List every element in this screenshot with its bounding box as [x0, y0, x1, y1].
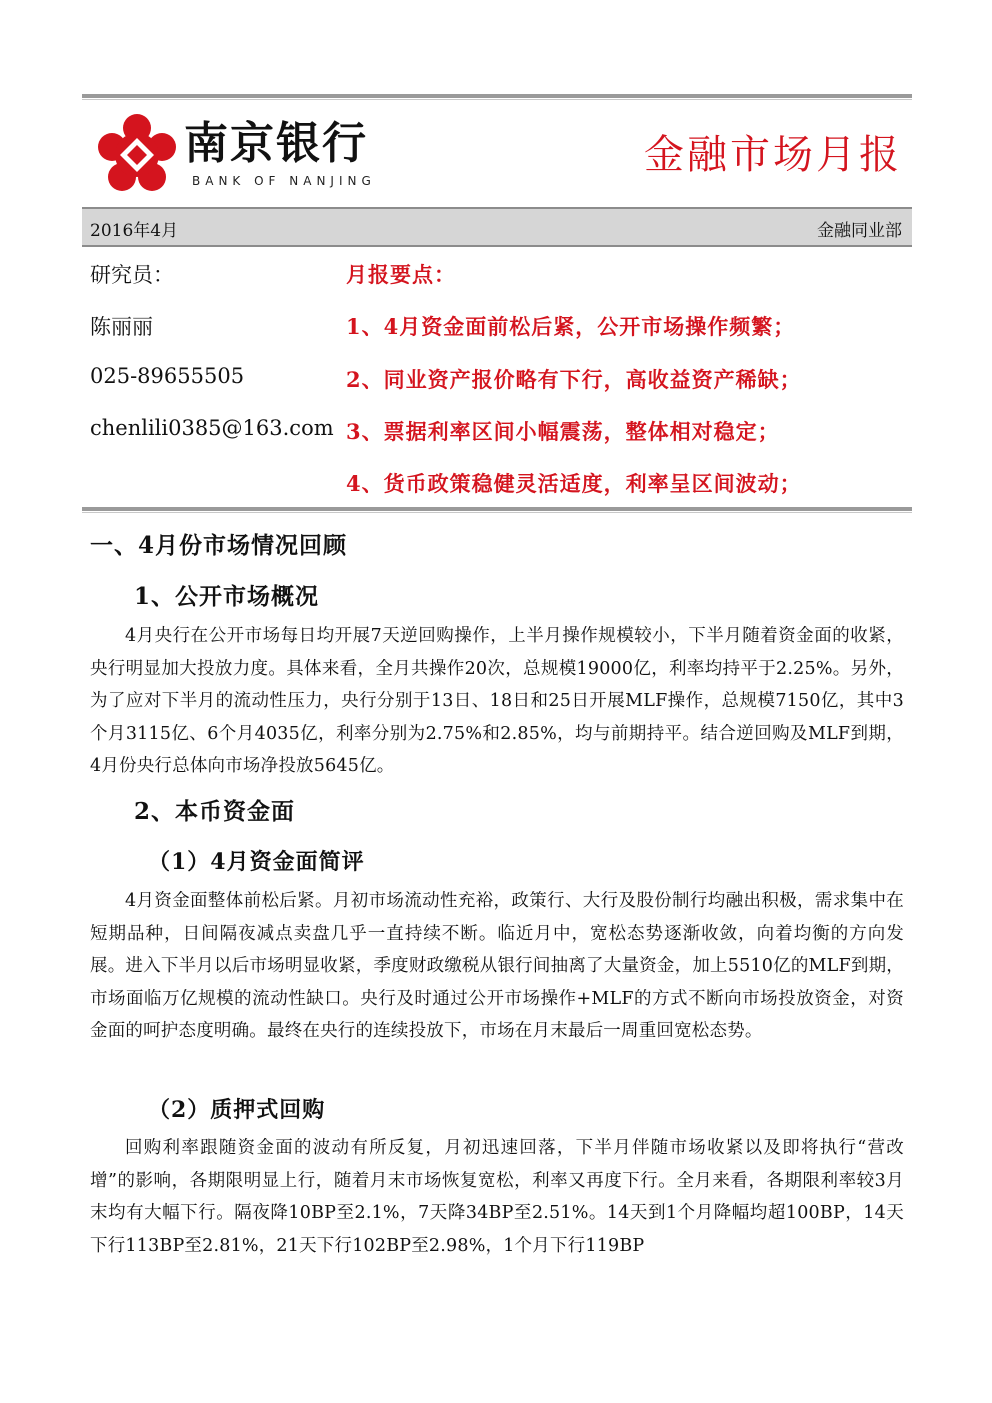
researcher-phone: 025-89655505 — [90, 364, 245, 388]
subsection-2-heading: 2、本币资金面 — [134, 798, 296, 825]
section-rule-thin — [82, 512, 912, 513]
section-rule — [82, 507, 912, 511]
bank-emblem-icon — [96, 114, 178, 196]
top-rule — [82, 94, 912, 98]
report-title: 金融市场月报 — [644, 132, 902, 178]
subsection-2-2-paragraph: 回购利率跟随资金面的波动有所反复，月初迅速回落，下半月伴随市场收紧以及即将执行“营改增”的影响，各期限明显上行，随着月末市场恢复宽松，利率又再度下行。全月来看，各期限利率较3月末均有大幅下行。隔夜降10BP至2.1%，7天降34BP至2.51%。14天到1个月降幅均超100BP，14天下行113BP至2.81%，21天下行102BP至2.98%，1个月下行119BP — [90, 1138, 904, 1256]
subsection-1-heading: 1、公开市场概况 — [134, 583, 320, 610]
bank-name-cn: 南京银行 — [184, 118, 368, 169]
subsection-2-1-paragraph: 4月资金面整体前松后紧。月初市场流动性充裕，政策行、大行及股份制行均融出积极，需求集中在短期品种，日间隔夜减点卖盘几乎一直持续不断。临近月中，宽松态势逐渐收敛，向着均衡的方向发展。进入下半月以后市场明显收紧，季度财政缴税从银行间抽离了大量资金，加上5510亿的MLF到期，市场面临万亿规模的流动性缺口。央行及时通过公开市场操作+MLF的方式不断向市场投放资金，对资金面的呵护态度明确。最终在央行的连续投放下，市场在月末最后一周重回宽松态势。 — [90, 891, 904, 1041]
subsection-2-1-heading: （1）4月资金面简评 — [148, 849, 365, 875]
subsection-1-paragraph: 4月央行在公开市场每日均开展7天逆回购操作，上半月操作规模较小，下半月随着资金面的收紧，央行明显加大投放力度。具体来看，全月共操作20次，总规模19000亿，利率均持平于2.25%。另外，为了应对下半月的流动性压力，央行分别于13日、18日和25日开展MLF操作，总规模7150亿，其中3个月3115亿、6个月4035亿，利率分别为2.75%和2.85%，均与前期持平。结合逆回购及MLF到期，4月份央行总体向市场净投放5645亿。 — [90, 626, 904, 776]
key-point-item: 1、4月资金面前松后紧，公开市场操作频繁； — [346, 314, 796, 339]
top-rule-thin — [82, 99, 912, 100]
date-bar — [82, 207, 912, 247]
researcher-label: 研究员： — [90, 263, 174, 287]
key-point-item: 2、同业资产报价略有下行，高收益资产稀缺； — [346, 367, 802, 392]
researcher-email: chenlili0385@163.com — [90, 416, 334, 440]
subsection-2-2-heading: （2）质押式回购 — [148, 1097, 326, 1123]
key-point-item: 3、票据利率区间小幅震荡，整体相对稳定； — [346, 419, 780, 444]
key-point-item: 4、货币政策稳健灵活适度，利率呈区间波动； — [346, 471, 802, 496]
department: 金融同业部 — [817, 221, 902, 241]
section-1-heading: 一、4月份市场情况回顾 — [90, 532, 348, 559]
report-date: 2016年4月 — [90, 221, 179, 241]
bank-name-en: BANK OF NANJING — [192, 174, 376, 188]
key-points-title: 月报要点： — [346, 262, 456, 287]
bank-logo — [96, 114, 386, 198]
researcher-name: 陈丽丽 — [90, 315, 153, 339]
